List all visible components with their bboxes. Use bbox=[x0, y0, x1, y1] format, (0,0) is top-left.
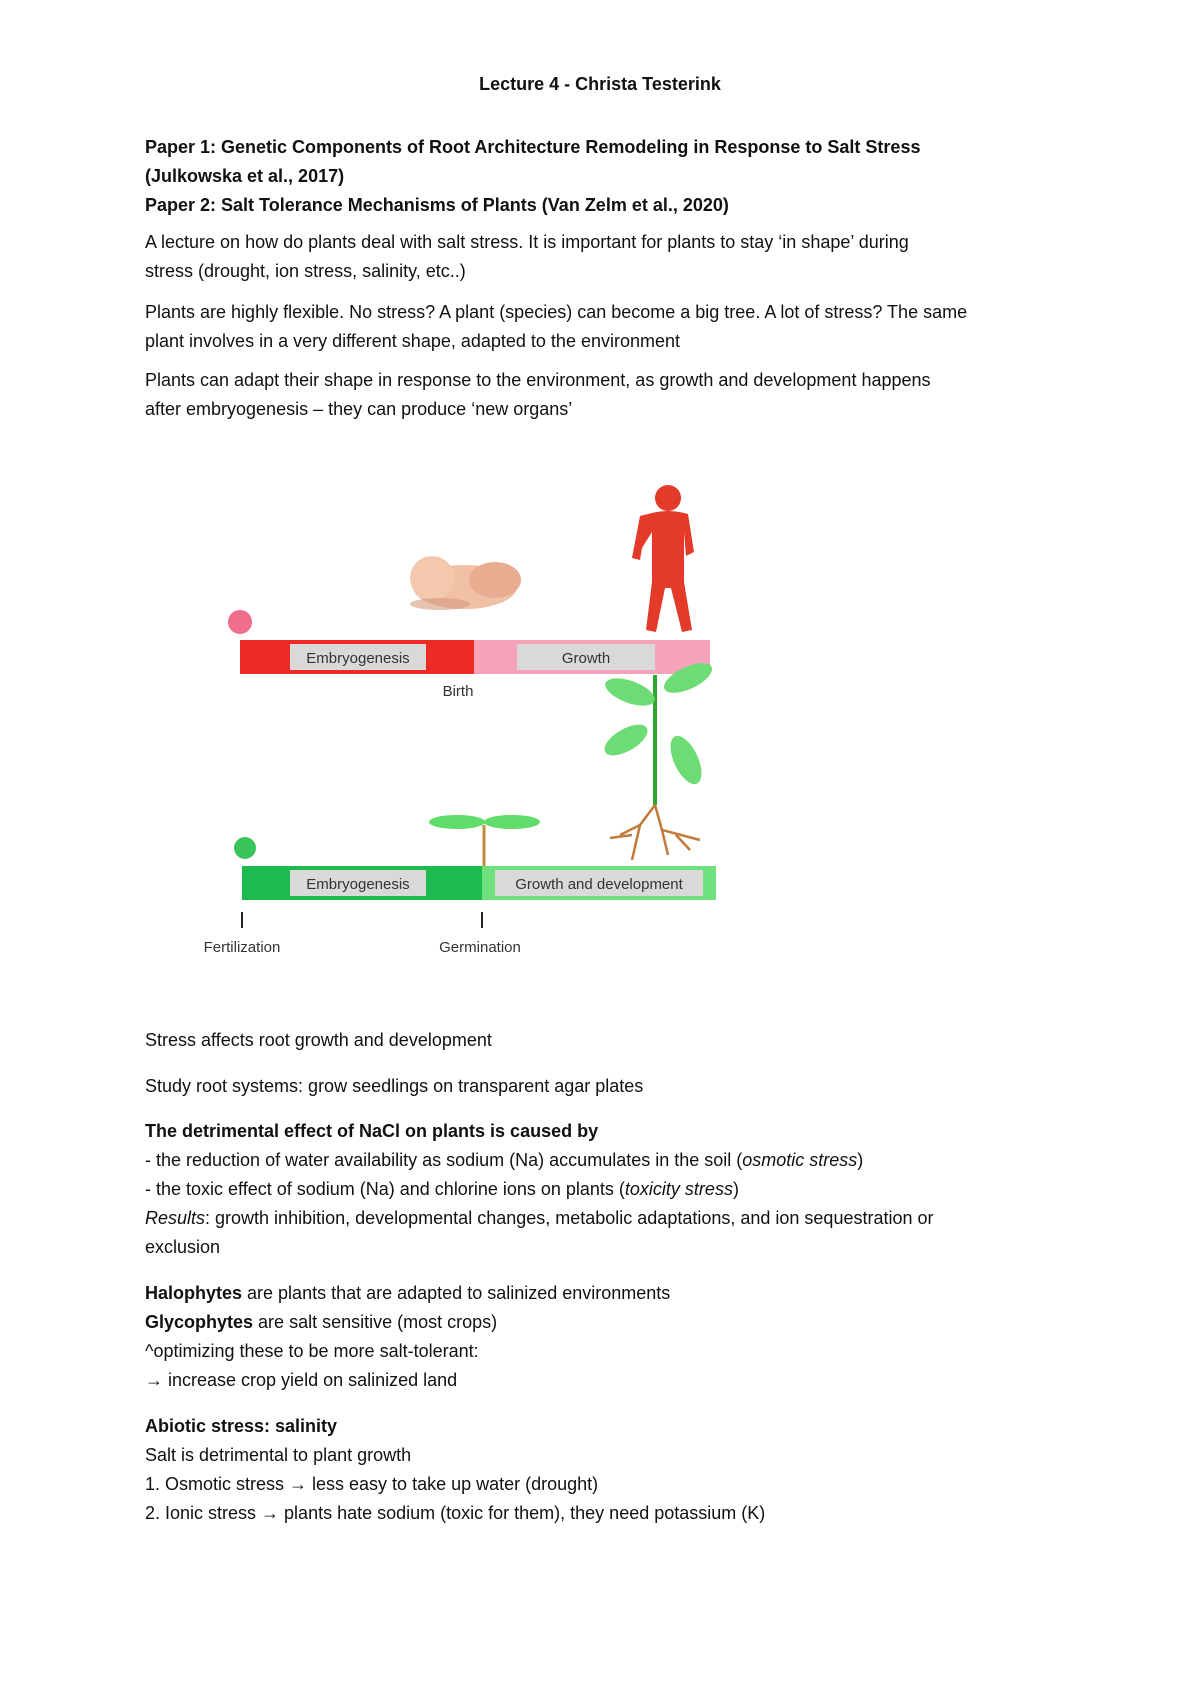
paper-2-title: Paper 2: Salt Tolerance Mechanisms of Plants (Van Zelm et al., 2020) bbox=[145, 195, 729, 215]
abiotic-section bbox=[145, 1412, 1075, 1528]
plant-embryogenesis-label: Embryogenesis bbox=[306, 876, 410, 893]
adapt-line: Plants can adapt their shape in response to the environment, as growth and development happens bbox=[145, 370, 931, 390]
glycophytes-text: are salt sensitive (most crops) bbox=[253, 1312, 498, 1332]
fertilization-label: Fertilization bbox=[203, 939, 281, 956]
results-label: Results bbox=[145, 1208, 206, 1228]
nacl-item-osmotic bbox=[145, 1146, 1075, 1175]
page-title: Lecture 4 - Christa Testerink bbox=[479, 74, 721, 94]
abiotic-heading: Abiotic stress: salinity bbox=[145, 1416, 338, 1436]
adapt-line: after embryogenesis – they can produce ‘new organs’ bbox=[145, 399, 573, 419]
halophytes-line bbox=[145, 1279, 1075, 1308]
abiotic-item-ionic: 2. Ionic stress → plants hate sodium (toxic for them), they need potassium (K) bbox=[145, 1503, 766, 1523]
study-line: Study root systems: grow seedlings on transparent agar plates bbox=[145, 1076, 644, 1096]
intro-paragraph bbox=[145, 228, 1075, 286]
intro-line: A lecture on how do plants deal with salt stress. It is important for plants to stay ‘in shape’ during bbox=[145, 232, 909, 252]
halophytes-text: are plants that are adapted to salinized environments bbox=[242, 1283, 671, 1303]
nacl-section bbox=[145, 1117, 1075, 1262]
stress-root-paragraph bbox=[145, 1026, 1075, 1055]
development-timeline-figure bbox=[0, 470, 1200, 990]
abiotic-line: Salt is detrimental to plant growth bbox=[145, 1445, 412, 1465]
halophytes-section bbox=[145, 1279, 1075, 1395]
results-text: : growth inhibition, developmental changes, metabolic adaptations, and ion sequestration or bbox=[205, 1208, 934, 1228]
stress-root-line: Stress affects root growth and development bbox=[145, 1030, 492, 1050]
nacl-text: ) bbox=[857, 1150, 864, 1170]
adapt-paragraph bbox=[145, 366, 1075, 424]
nacl-emphasis: osmotic stress bbox=[742, 1150, 858, 1170]
plant-zygote-icon bbox=[234, 837, 256, 859]
seedling-icon bbox=[429, 815, 540, 868]
paper-1-citation: (Julkowska et al., 2017) bbox=[145, 166, 345, 186]
birth-label: Birth bbox=[442, 683, 474, 700]
nacl-heading: The detrimental effect of NaCl on plants is caused by bbox=[145, 1121, 599, 1141]
nacl-text: - the toxic effect of sodium (Na) and chlorine ions on plants ( bbox=[145, 1179, 625, 1199]
flexible-line: plant involves in a very different shape, adapted to the environment bbox=[145, 331, 681, 351]
halophytes-term: Halophytes bbox=[145, 1283, 243, 1303]
glycophytes-line bbox=[145, 1308, 1075, 1337]
baby-icon bbox=[410, 556, 521, 610]
glycophytes-term: Glycophytes bbox=[145, 1312, 254, 1332]
plant-growth-label: Growth and development bbox=[515, 876, 683, 893]
adult-human-icon bbox=[632, 485, 694, 632]
results-text: exclusion bbox=[145, 1237, 221, 1257]
paper-list bbox=[145, 133, 1075, 220]
nacl-text: - the reduction of water availability as sodium (Na) accumulates in the soil ( bbox=[145, 1150, 743, 1170]
mature-plant-icon bbox=[600, 657, 716, 860]
nacl-text: ) bbox=[732, 1179, 739, 1199]
germination-label: Germination bbox=[439, 939, 521, 956]
flexible-paragraph bbox=[145, 298, 1075, 356]
nacl-item-toxicity bbox=[145, 1175, 1075, 1204]
human-growth-label: Growth bbox=[561, 650, 611, 667]
nacl-results bbox=[145, 1204, 1075, 1233]
abiotic-item-osmotic: 1. Osmotic stress → less easy to take up water (drought) bbox=[145, 1474, 599, 1494]
flexible-line: Plants are highly flexible. No stress? A plant (species) can become a big tree. A lot of stress? The same bbox=[145, 302, 968, 322]
human-zygote-icon bbox=[228, 610, 252, 634]
study-paragraph bbox=[145, 1072, 1075, 1101]
crop-yield-line: → increase crop yield on salinized land bbox=[145, 1370, 458, 1390]
nacl-emphasis: toxicity stress bbox=[624, 1179, 733, 1199]
optimizing-line: ^optimizing these to be more salt-tolerant: bbox=[145, 1341, 479, 1361]
human-embryogenesis-label: Embryogenesis bbox=[306, 650, 410, 667]
intro-line: stress (drought, ion stress, salinity, etc..) bbox=[145, 261, 466, 281]
paper-1-title: Paper 1: Genetic Components of Root Architecture Remodeling in Response to Salt Stress bbox=[145, 137, 921, 157]
